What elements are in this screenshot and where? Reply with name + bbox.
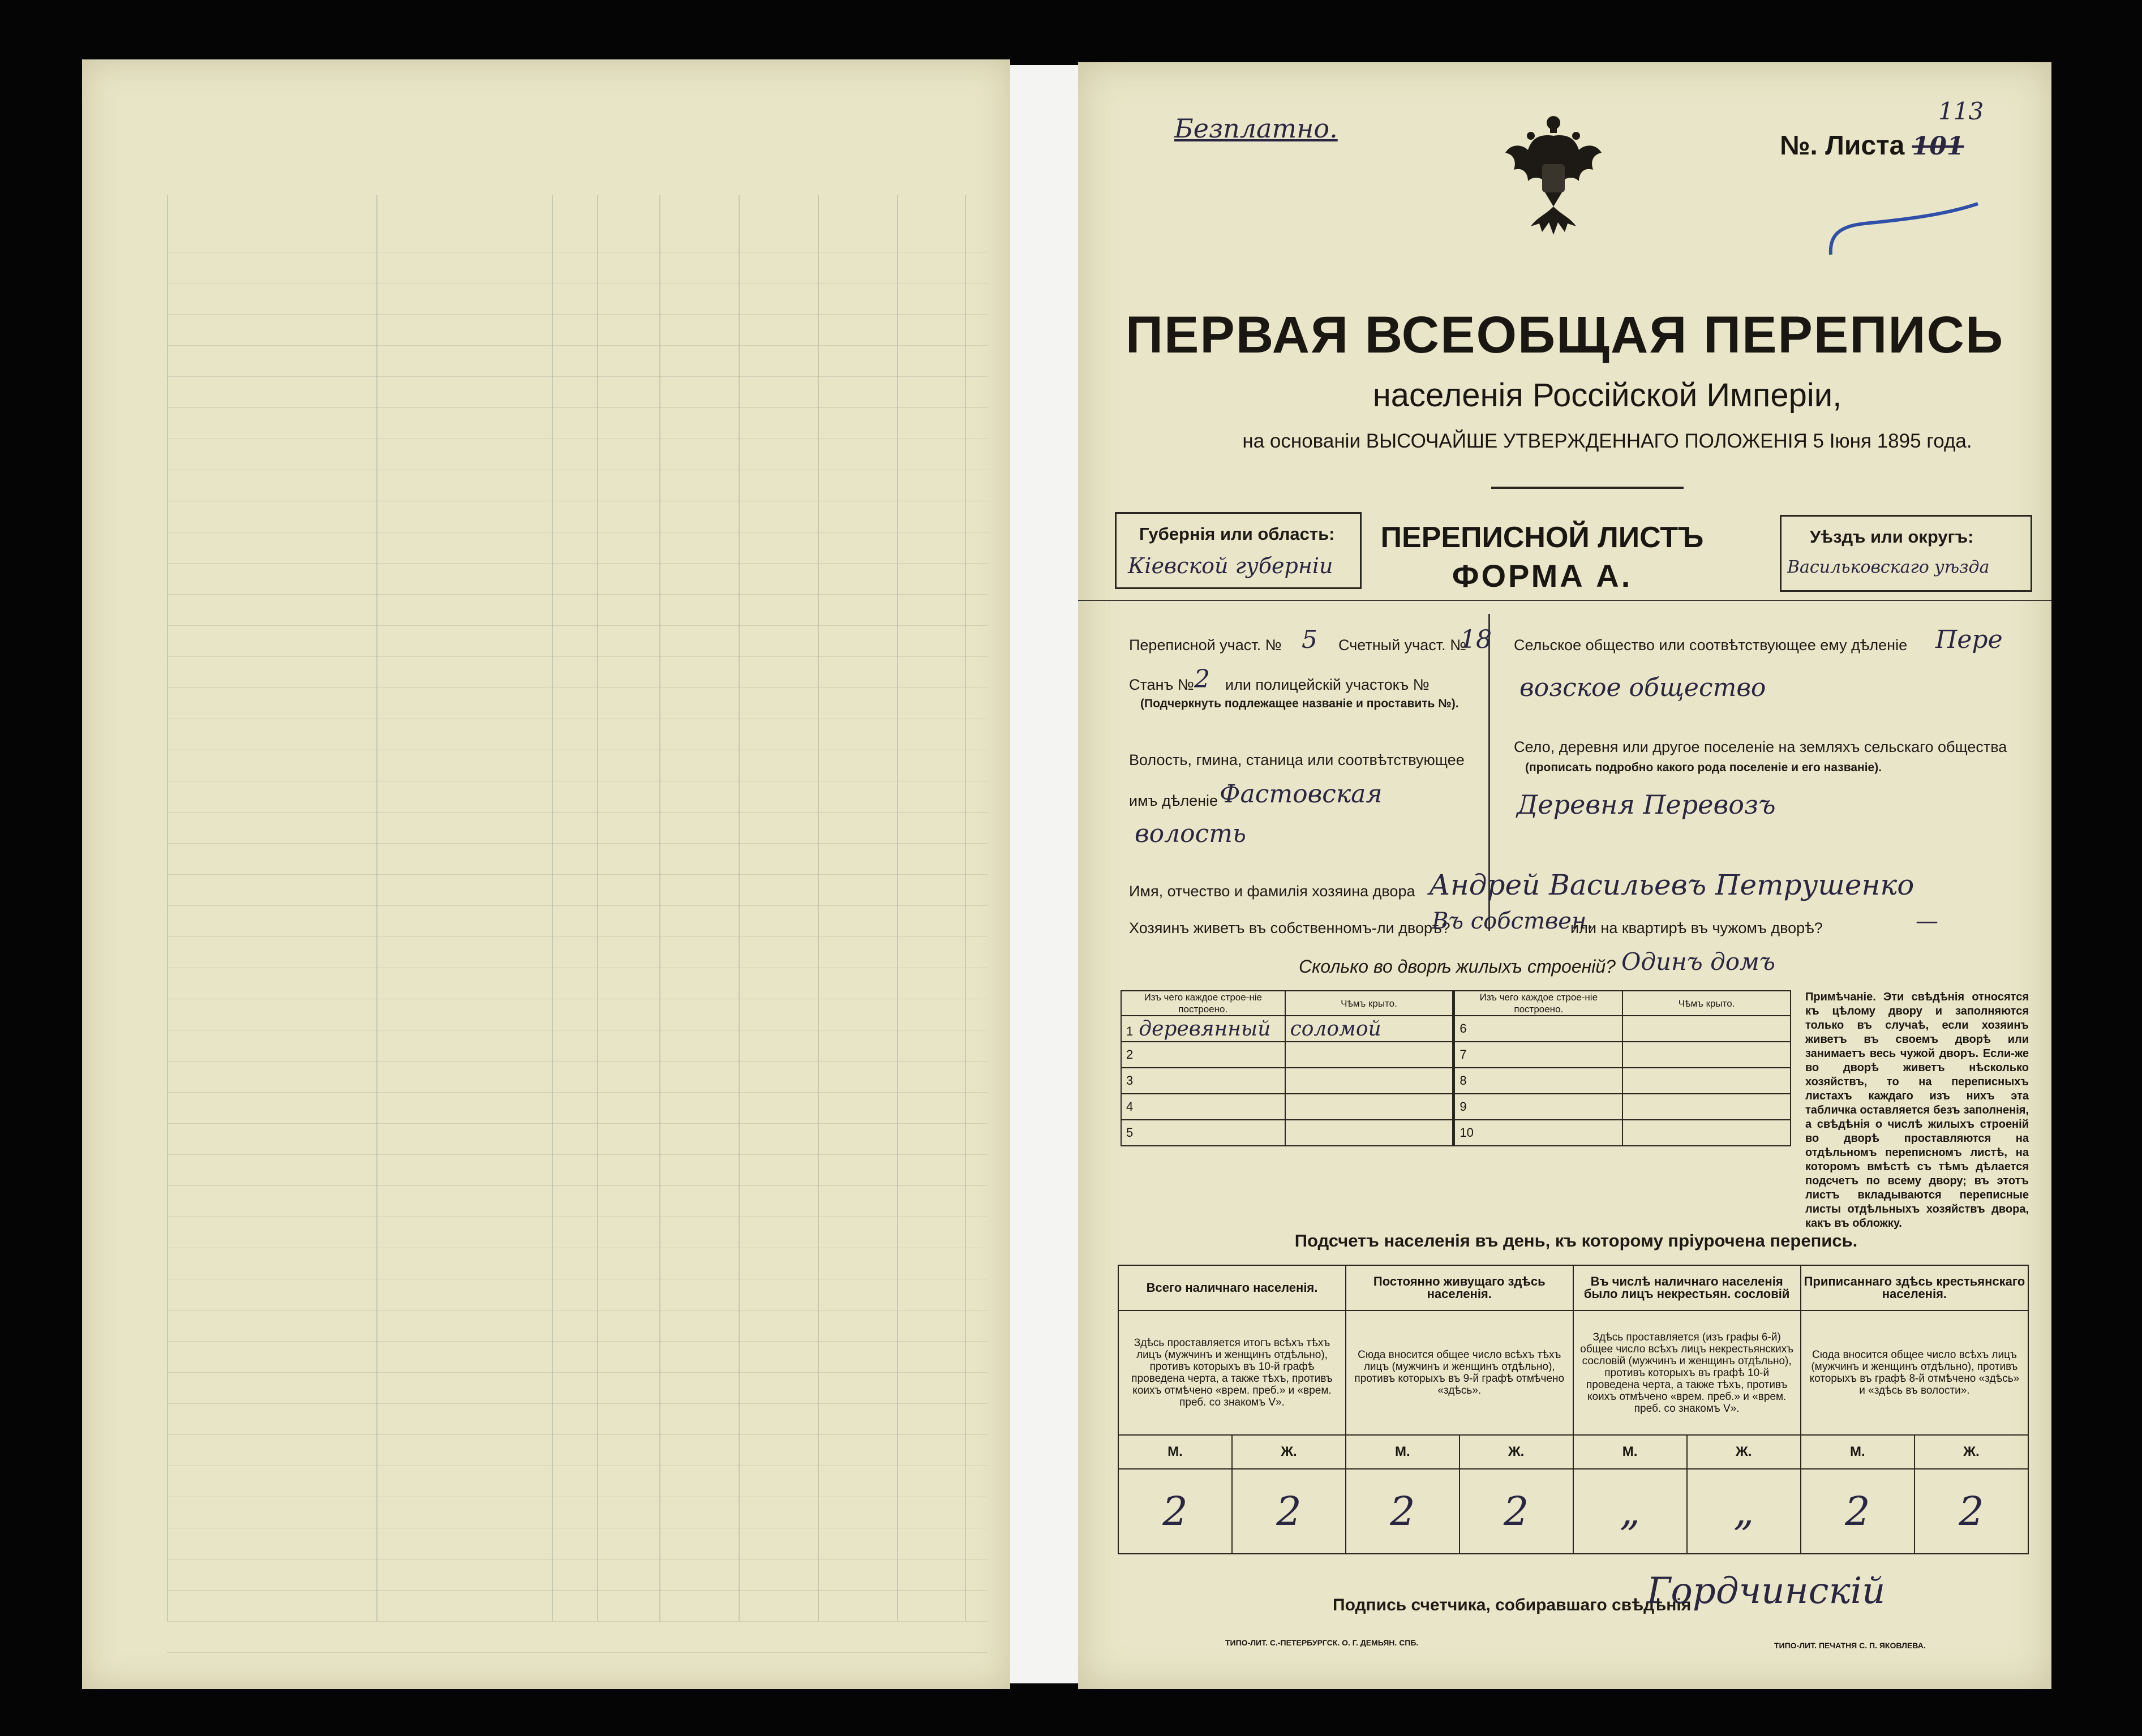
- grid-line: [739, 195, 740, 1621]
- ruled-row: [167, 594, 988, 595]
- pencil-mark: [1814, 198, 1984, 260]
- main-title: ПЕРВАЯ ВСЕОБЩАЯ ПЕРЕПИСЬ: [1125, 306, 2004, 364]
- apartment-value: —: [1916, 908, 1938, 934]
- count-area-label: Счетный участ. №: [1338, 637, 1467, 654]
- buildings-cell: [1622, 1042, 1791, 1068]
- buildings-cell: [1285, 1016, 1454, 1042]
- tally-value: 2: [1232, 1469, 1346, 1554]
- ruled-row: [167, 376, 988, 377]
- grid-line: [659, 195, 660, 1621]
- census-area-value: 5: [1302, 625, 1317, 654]
- village-value: Деревня Перевозъ: [1517, 789, 1776, 820]
- district-value: Васильковскаго уѣзда: [1787, 557, 1990, 577]
- signature-value: Гордчинскій: [1647, 1570, 1886, 1612]
- ruled-row: [167, 1123, 988, 1124]
- buildings-cell: [1454, 1042, 1622, 1068]
- buildings-row: [1121, 1042, 1791, 1068]
- sheet-number-value: 101: [1912, 132, 1964, 161]
- buildings-row: [1121, 1094, 1791, 1120]
- ruled-row: [167, 1372, 988, 1373]
- residence-label: Хозяинъ живетъ въ собственномъ-ли дворѣ?: [1129, 919, 1450, 936]
- tally-section-header: Всего наличнаго населенія.: [1118, 1265, 1346, 1310]
- ruled-row: [167, 1061, 988, 1062]
- col-roof-header: Чѣмъ крыто.: [1622, 991, 1791, 1016]
- buildings-label: Сколько во дворѣ жилыхъ строеній?: [1299, 956, 1616, 977]
- ruled-row: [167, 843, 988, 844]
- tally-section-header: Постоянно живущаго здѣсь населенія.: [1346, 1265, 1573, 1310]
- buildings-cell: [1121, 1068, 1285, 1094]
- left-page: [82, 59, 1010, 1689]
- male-header: М.: [1118, 1435, 1232, 1469]
- row-number: 7: [1460, 1047, 1467, 1062]
- tally-section-desc: Здѣсь проставляется итогъ всѣхъ тѣхъ лицъ (мужчинъ и женщинъ отдѣльно), противъ которыхъ въ 10-й графѣ проведена черта, а также тѣхъ, противъ коихъ отмѣчено «врем. преб.» и «врем. преб. со знакомъ V».: [1118, 1310, 1346, 1435]
- col-roof-header: Чѣмъ крыто.: [1285, 991, 1454, 1016]
- grid-line: [167, 195, 168, 1621]
- district-label: Уѣздъ или округъ:: [1810, 527, 1974, 547]
- ruled-row: [167, 1652, 988, 1653]
- buildings-cell: [1121, 1094, 1285, 1120]
- stan-value: 2: [1194, 665, 1210, 694]
- buildings-cell: [1285, 1042, 1454, 1068]
- tally-row: [1118, 1435, 2028, 1469]
- grid-line: [818, 195, 819, 1621]
- female-header: Ж.: [1687, 1435, 1801, 1469]
- community-label: Сельское общество или соотвѣтствующее ему дѣленіе: [1514, 637, 1908, 654]
- volost-value-2: волость: [1135, 819, 1246, 848]
- buildings-cell: [1454, 1120, 1622, 1146]
- row-number: 1: [1126, 1024, 1134, 1038]
- male-header: М.: [1801, 1435, 1915, 1469]
- ruled-row: [167, 314, 988, 315]
- ruled-row: [167, 1434, 988, 1435]
- tally-value: 2: [1801, 1469, 1915, 1554]
- buildings-cell: [1622, 1016, 1791, 1042]
- basis-text: на основаніи ВЫСОЧАЙШЕ УТВЕРЖДЕННАГО ПОЛОЖЕНІЯ 5 Іюня 1895 года.: [1242, 430, 1972, 452]
- stan-label: Станъ №: [1129, 676, 1194, 693]
- village-note: (прописать подробно какого рода поселеніе и его названіе).: [1525, 761, 1882, 774]
- female-header: Ж.: [1460, 1435, 1573, 1469]
- subtitle: населенія Россійской Имперіи,: [1372, 377, 1842, 414]
- underline-note: (Подчеркнуть подлежащее названіе и проставить №).: [1140, 697, 1459, 710]
- binding-strip: [1010, 65, 1081, 1683]
- grid-line: [597, 195, 598, 1621]
- grid-line: [376, 195, 377, 1621]
- tally-section-desc: Сюда вносится общее число всѣхъ тѣхъ лицъ (мужчинъ и женщинъ отдѣльно), противъ которыхъ въ 9-й графѣ отмѣчено «здѣсь».: [1346, 1310, 1573, 1435]
- ruled-row: [167, 1341, 988, 1342]
- village-label: Село, деревня или другое поселеніе на земляхъ сельскаго общества: [1514, 738, 2007, 755]
- ruled-row: [167, 1403, 988, 1404]
- row-number: 4: [1126, 1099, 1134, 1114]
- residence-value: Въ собствен.: [1432, 908, 1594, 934]
- ruled-row: [167, 656, 988, 657]
- note-text: Примѣчаніе. Эти свѣдѣнія относятся къ цѣлому двору и заполняются только въ случаѣ, если хозяинъ живетъ въ своемъ дворѣ или занимаетъ весь чужой дворъ. Если-же во дворѣ живетъ нѣсколько хозяйствъ, то на переписныхъ листахъ каждаго изъ нихъ эта табличка оставляется безъ заполненія, а свѣдѣнія о числѣ жилыхъ строеній во дворѣ проставляются на отдѣльномъ переписномъ листѣ, на которомъ вмѣстѣ съ тѣмъ дѣлается подсчетъ по всему двору; въ этотъ листъ вкладываются переписные листы отдѣльныхъ хозяйствъ двора, какъ въ обложку.: [1805, 991, 2029, 1230]
- tally-table: [1118, 1265, 2029, 1554]
- tally-value: 2: [1118, 1469, 1232, 1554]
- row-number: 2: [1126, 1047, 1134, 1062]
- roof-value: соломой: [1290, 1017, 1381, 1041]
- material-value: деревянный: [1139, 1017, 1271, 1041]
- ruled-row: [167, 407, 988, 408]
- buildings-cell: [1285, 1068, 1454, 1094]
- row-number: 10: [1460, 1125, 1474, 1140]
- tally-value: 2: [1915, 1469, 2028, 1554]
- ruled-row: [167, 1621, 988, 1622]
- ruled-row: [167, 1185, 988, 1186]
- buildings-value: Одинъ домъ: [1621, 948, 1775, 976]
- ruled-row: [167, 905, 988, 906]
- tally-row: [1118, 1469, 2028, 1554]
- col-material-header: Изъ чего каждое строе-ніе построено.: [1454, 991, 1622, 1016]
- printer-left: ТИПО-ЛИТ. С.-ПЕТЕРБУРГСК. О. Г. ДЕМЬЯН. СПБ.: [1225, 1638, 1419, 1647]
- ruled-row: [167, 936, 988, 937]
- row-number: 3: [1126, 1073, 1134, 1088]
- buildings-cell: [1622, 1068, 1791, 1094]
- tally-title: Подсчетъ населенія въ день, къ которому пріурочена перепись.: [1294, 1231, 1858, 1251]
- census-area-label: Переписной участ. №: [1129, 637, 1282, 654]
- buildings-cell: [1622, 1120, 1791, 1146]
- tally-section-desc: Сюда вносится общее число всѣхъ лицъ (мужчинъ и женщинъ отдѣльно), противъ которыхъ въ графѣ 8-й отмѣчено «здѣсь» и «здѣсь въ волости».: [1801, 1310, 2028, 1435]
- ruled-row: [167, 687, 988, 688]
- ruled-row: [167, 1092, 988, 1093]
- grid-line: [965, 195, 966, 1621]
- buildings-row: [1121, 1120, 1791, 1146]
- buildings-cell: [1622, 1094, 1791, 1120]
- form-subtitle: ФОРМА А.: [1452, 558, 1633, 594]
- community-value: Пере: [1935, 625, 2003, 654]
- police-label: или полицейскій участокъ №: [1225, 676, 1430, 693]
- row-number: 5: [1126, 1125, 1134, 1140]
- grid-line: [552, 195, 553, 1621]
- ruled-row: [167, 563, 988, 564]
- female-header: Ж.: [1232, 1435, 1346, 1469]
- buildings-cell: [1121, 1016, 1285, 1042]
- male-header: М.: [1346, 1435, 1460, 1469]
- apartment-label: или на квартирѣ въ чужомъ дворѣ?: [1570, 919, 1823, 936]
- ruled-row: [167, 345, 988, 346]
- row-number: 6: [1460, 1021, 1467, 1035]
- province-label: Губернія или область:: [1139, 524, 1335, 544]
- imperial-eagle-icon: [1497, 110, 1610, 240]
- district-box: [1780, 515, 2032, 592]
- tally-row: [1118, 1310, 2028, 1435]
- census-form-page: [1078, 62, 2051, 1689]
- owner-value: Андрей Васильевъ Петрушенко: [1429, 869, 1915, 901]
- tally-value: 2: [1346, 1469, 1460, 1554]
- form-title: ПЕРЕПИСНОЙ ЛИСТЪ: [1380, 521, 1704, 554]
- ruled-row: [167, 625, 988, 626]
- volost-label-2: имъ дѣленіе: [1129, 792, 1218, 809]
- divider-ornament: [1491, 487, 1684, 489]
- buildings-cell: [1454, 1094, 1622, 1120]
- buildings-cell: [1454, 1068, 1622, 1094]
- grid-line: [897, 195, 898, 1621]
- buildings-row: [1121, 1016, 1791, 1042]
- col-material-header: Изъ чего каждое строе-ніе построено.: [1121, 991, 1285, 1016]
- tally-value: „: [1687, 1469, 1801, 1554]
- tally-value: 2: [1460, 1469, 1573, 1554]
- volost-value: Фастовская: [1220, 780, 1383, 809]
- ruled-row: [167, 1154, 988, 1155]
- buildings-cell: [1121, 1042, 1285, 1068]
- printer-right: ТИПО-ЛИТ. ПЕЧАТНЯ С. П. ЯКОВЛЕВА.: [1774, 1641, 1926, 1650]
- tally-section-header: Въ числѣ наличнаго населенія было лицъ некрестьян. сословій: [1573, 1265, 1801, 1310]
- free-label: Безплатно.: [1174, 113, 1338, 144]
- buildings-cell: [1121, 1120, 1285, 1146]
- volost-label: Волость, гмина, станица или соотвѣтствующее: [1129, 751, 1465, 768]
- row-number: 9: [1460, 1099, 1467, 1114]
- signature-label: Подпись счетчика, собиравшаго свѣдѣнія: [1333, 1596, 1692, 1614]
- province-value: Кіевской губерніи: [1128, 553, 1333, 578]
- owner-label: Имя, отчество и фамилія хозяина двора: [1129, 883, 1415, 900]
- ruled-row: [167, 874, 988, 875]
- buildings-cell: [1454, 1016, 1622, 1042]
- count-area-value: 18: [1460, 625, 1492, 654]
- sheet-number-corrected: 113: [1938, 97, 1984, 125]
- male-header: М.: [1573, 1435, 1687, 1469]
- sheet-number-label: №. Листа 101: [1780, 131, 1964, 161]
- section-rule: [1078, 600, 2051, 601]
- tally-section-header: Приписаннаго здѣсь крестьянскаго населенія.: [1801, 1265, 2028, 1310]
- province-box: [1115, 512, 1362, 589]
- buildings-rows: [1121, 1016, 1791, 1146]
- buildings-row: [1121, 1068, 1791, 1094]
- tally-section-desc: Здѣсь проставляется (изъ графы 6-й) общее число всѣхъ лицъ некрестьянскихъ сословій (мужчинъ и женщинъ отдѣльно), противъ которыхъ въ графѣ 10-й проведена черта, а также тѣхъ, противъ коихъ отмѣчено «врем. преб.» и «врем. преб. со знакомъ V».: [1573, 1310, 1801, 1435]
- ruled-row: [167, 1590, 988, 1591]
- tally-value: „: [1573, 1469, 1687, 1554]
- tally-row: [1118, 1265, 2028, 1310]
- buildings-cell: [1285, 1120, 1454, 1146]
- community-value-2: возское общество: [1519, 673, 1766, 702]
- buildings-table: [1121, 990, 1791, 1146]
- female-header: Ж.: [1915, 1435, 2028, 1469]
- buildings-cell: [1285, 1094, 1454, 1120]
- row-number: 8: [1460, 1073, 1467, 1088]
- ruled-row: [167, 812, 988, 813]
